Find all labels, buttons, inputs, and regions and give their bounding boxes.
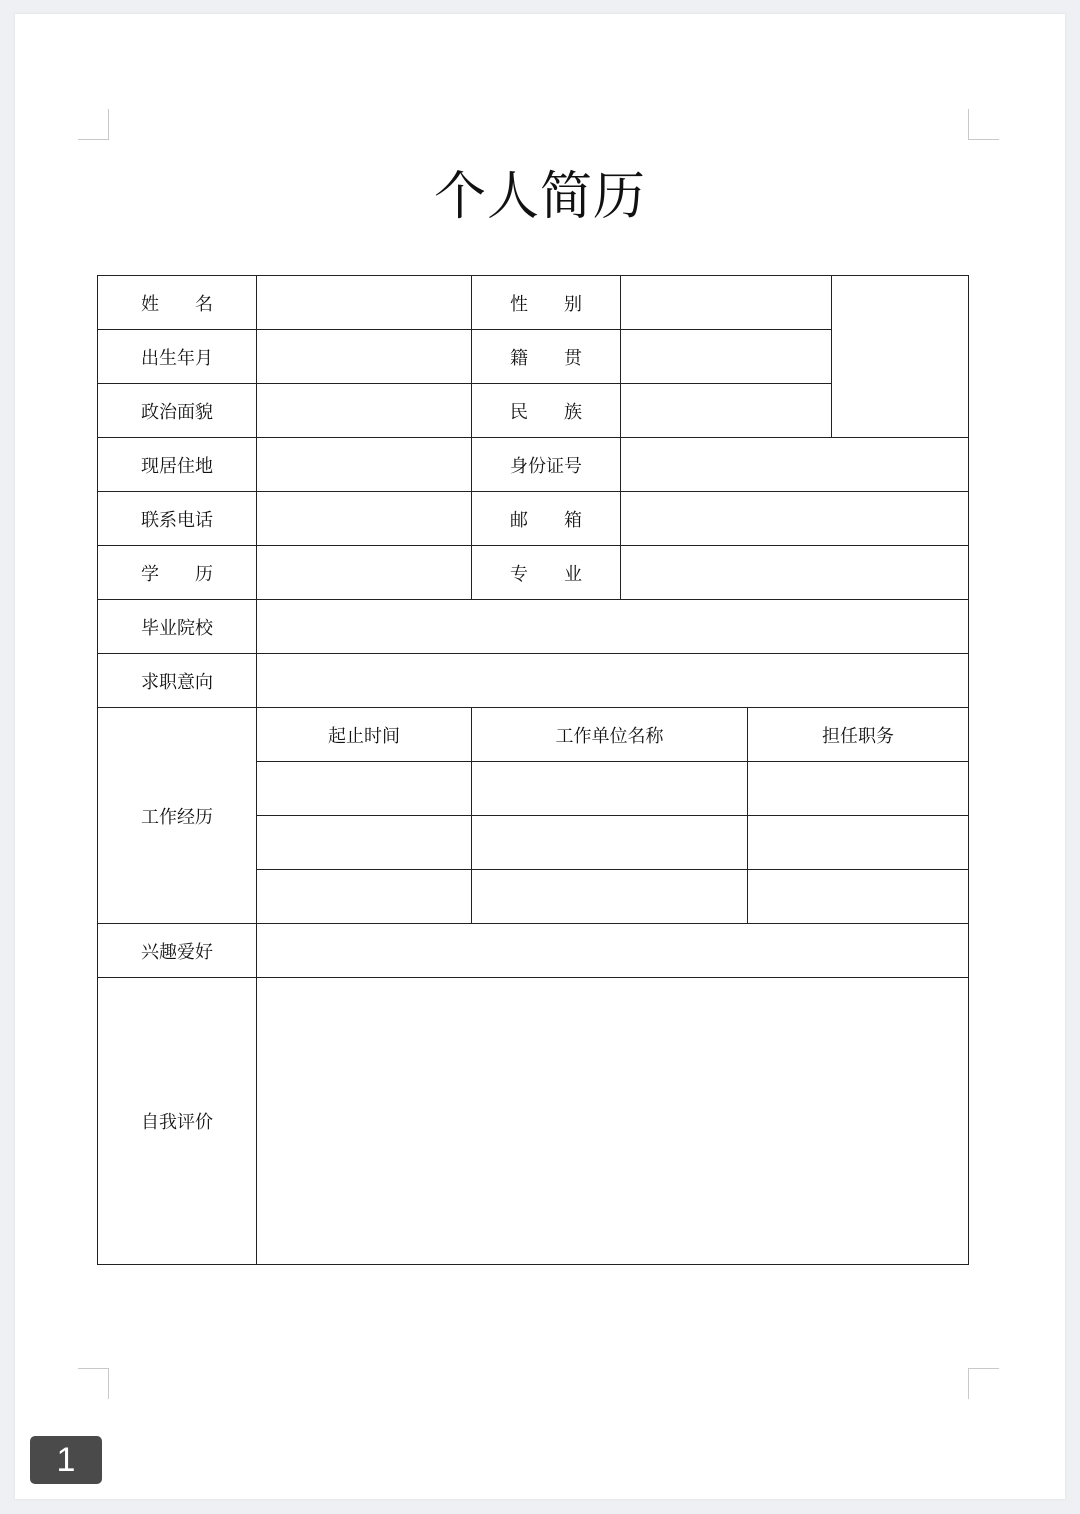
address-field[interactable] — [257, 438, 472, 492]
birth-label: 出生年月 — [98, 330, 257, 384]
work-column-period: 起止时间 — [257, 708, 472, 762]
address-label: 现居住地 — [98, 438, 257, 492]
phone-field[interactable] — [257, 492, 472, 546]
name-label: 姓 名 — [98, 276, 257, 330]
page-number-badge[interactable]: 1 — [30, 1436, 102, 1484]
education-label: 学 历 — [98, 546, 257, 600]
id-number-label: 身份证号 — [472, 438, 621, 492]
crop-mark-bottom-left — [78, 1368, 109, 1399]
native-place-label: 籍 贯 — [472, 330, 621, 384]
political-field[interactable] — [257, 384, 472, 438]
photo-area[interactable] — [832, 276, 969, 438]
crop-mark-top-left — [78, 109, 109, 140]
name-field[interactable] — [257, 276, 472, 330]
work-experience-label: 工作经历 — [98, 708, 257, 924]
ethnicity-label: 民 族 — [472, 384, 621, 438]
email-field[interactable] — [621, 492, 969, 546]
work-column-position: 担任职务 — [748, 708, 969, 762]
major-label: 专 业 — [472, 546, 621, 600]
ethnicity-field[interactable] — [621, 384, 832, 438]
school-field[interactable] — [257, 600, 969, 654]
resume-table — [97, 275, 969, 1265]
work-row-2-period-field[interactable] — [257, 816, 472, 870]
email-label: 邮 箱 — [472, 492, 621, 546]
self-evaluation-field[interactable] — [257, 978, 969, 1265]
gender-field[interactable] — [621, 276, 832, 330]
work-column-employer: 工作单位名称 — [472, 708, 748, 762]
job-intention-label: 求职意向 — [98, 654, 257, 708]
education-field[interactable] — [257, 546, 472, 600]
work-row-3-period-field[interactable] — [257, 870, 472, 924]
hobbies-label: 兴趣爱好 — [98, 924, 257, 978]
crop-mark-top-right — [968, 109, 999, 140]
document-title: 个人简历 — [433, 167, 646, 227]
crop-mark-bottom-right — [968, 1368, 999, 1399]
id-number-field[interactable] — [621, 438, 969, 492]
political-label: 政治面貌 — [98, 384, 257, 438]
phone-label: 联系电话 — [98, 492, 257, 546]
school-label: 毕业院校 — [98, 600, 257, 654]
work-row-2-position-field[interactable] — [748, 816, 969, 870]
native-place-field[interactable] — [621, 330, 832, 384]
work-row-1-employer-field[interactable] — [472, 762, 748, 816]
work-row-1-position-field[interactable] — [748, 762, 969, 816]
job-intention-field[interactable] — [257, 654, 969, 708]
work-row-3-employer-field[interactable] — [472, 870, 748, 924]
self-evaluation-label: 自我评价 — [98, 978, 257, 1265]
hobbies-field[interactable] — [257, 924, 969, 978]
gender-label: 性 别 — [472, 276, 621, 330]
work-row-2-employer-field[interactable] — [472, 816, 748, 870]
work-row-3-position-field[interactable] — [748, 870, 969, 924]
major-field[interactable] — [621, 546, 969, 600]
work-row-1-period-field[interactable] — [257, 762, 472, 816]
birth-field[interactable] — [257, 330, 472, 384]
